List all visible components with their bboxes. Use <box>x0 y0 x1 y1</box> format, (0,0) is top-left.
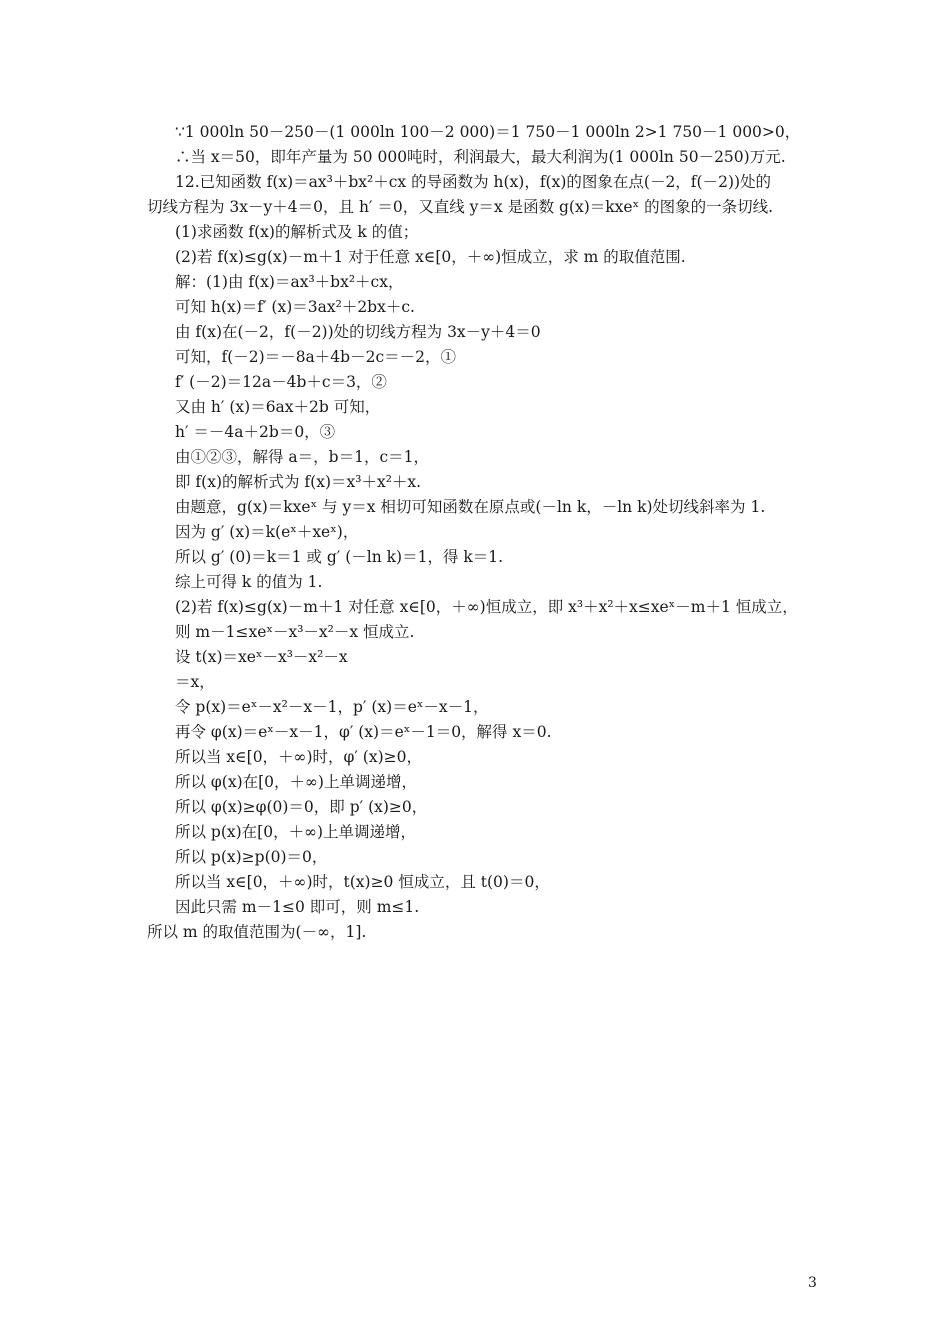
text-line: ∵1 000ln 50－250－(1 000ln 100－2 000)＝1 750－1 000ln 2>1 750－1 000>0， <box>175 123 801 141</box>
text-line: ∴当 x＝50，即年产量为 50 000吨时，利润最大，最大利润为(1 000ln 50－250)万元. <box>175 148 786 166</box>
problem-statement-line: 12.已知函数 f(x)＝ax³＋bx²＋cx 的导函数为 h(x)，f(x)的图象在点(－2，f(－2))处的 <box>175 173 772 191</box>
solution-line: 所以 p(x)在[0，＋∞)上单调递增， <box>175 823 417 841</box>
solution-line: 因为 g′ (x)＝k(eˣ＋xeˣ)， <box>175 523 359 541</box>
solution-line: 所以 φ(x)在[0，＋∞)上单调递增， <box>175 773 417 791</box>
solution-line: 即 f(x)的解析式为 f(x)＝x³＋x²＋x. <box>175 473 422 491</box>
question-part-2: (2)若 f(x)≤g(x)－m＋1 对于任意 x∈[0，＋∞)恒成立，求 m 的取值范围. <box>175 248 686 266</box>
solution-line: 由①②③，解得 a＝，b＝1，c＝1， <box>175 448 429 466</box>
solution-line: 所以 g′ (0)＝k＝1 或 g′ (－ln k)＝1，得 k＝1. <box>175 548 504 566</box>
solution-line: 则 m－1≤xeˣ－x³－x²－x 恒成立. <box>175 623 415 641</box>
solution-line: 综上可得 k 的值为 1. <box>175 573 323 591</box>
solution-line: 解：(1)由 f(x)＝ax³＋bx²＋cx， <box>175 273 404 291</box>
solution-line: 令 p(x)＝eˣ－x²－x－1，p′ (x)＝eˣ－x－1， <box>175 698 489 716</box>
solution-line: 因此只需 m－1≤0 即可，则 m≤1. <box>175 898 420 916</box>
solution-line: 又由 h′ (x)＝6ax＋2b 可知， <box>175 398 381 416</box>
final-answer-line: 所以 m 的取值范围为(－∞，1]. <box>147 923 367 941</box>
solution-line: 再令 φ(x)＝eˣ－x－1，φ′ (x)＝eˣ－1＝0，解得 x＝0. <box>175 723 552 741</box>
solution-line: ＝x， <box>175 673 215 691</box>
problem-statement-line: 切线方程为 3x－y＋4＝0，且 h′ ＝0，又直线 y＝x 是函数 g(x)＝kxeˣ 的图象的一条切线. <box>147 198 773 216</box>
solution-line: 所以当 x∈[0，＋∞)时，t(x)≥0 恒成立，且 t(0)＝0， <box>175 873 550 891</box>
solution-line: f′ (－2)＝12a－4b＋c＝3，② <box>175 373 387 391</box>
solution-line: 所以当 x∈[0，＋∞)时，φ′ (x)≥0， <box>175 748 422 766</box>
solution-line: (2)若 f(x)≤g(x)－m＋1 对任意 x∈[0，＋∞)恒成立，即 x³＋x²＋x≤xeˣ－m＋1 恒成立， <box>175 598 798 616</box>
page-number: 3 <box>808 1275 817 1291</box>
solution-line: 由题意，g(x)＝kxeˣ 与 y＝x 相切可知函数在原点或(－ln k，－ln k)处切线斜率为 1. <box>175 498 766 516</box>
solution-line: 所以 φ(x)≥φ(0)＝0，即 p′ (x)≥0， <box>175 798 428 816</box>
solution-line: 可知，f(－2)＝－8a＋4b－2c＝－2，① <box>175 348 456 366</box>
solution-line: 所以 p(x)≥p(0)＝0， <box>175 848 328 866</box>
solution-line: 设 t(x)＝xeˣ－x³－x²－x <box>175 648 348 666</box>
solution-line: 可知 h(x)＝f′ (x)＝3ax²＋2bx＋c. <box>175 298 415 316</box>
solution-line: 由 f(x)在(－2，f(－2))处的切线方程为 3x－y＋4＝0 <box>175 323 541 341</box>
question-part-1: (1)求函数 f(x)的解析式及 k 的值； <box>175 223 419 241</box>
solution-line: h′ ＝－4a＋2b＝0，③ <box>175 423 336 441</box>
